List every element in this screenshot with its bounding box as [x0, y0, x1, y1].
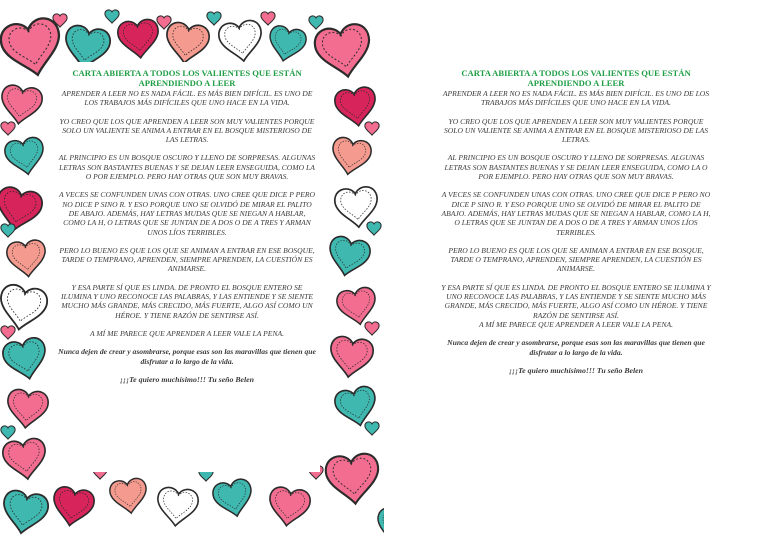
- right-page: [384, 0, 768, 543]
- letter-paragraph-6: Y ESA PARTE SÍ QUE ES LINDA. DE PRONTO EL BOSQUE ENTERO SE ILUMINA Y UNO RECONOCE LAS PALABRAS, Y LAS ENTIENDE Y SE SIENTE MUCHO MÁS GRANDE, MÁS CRECIDO, MÁS FUERTE, ALGO ASÍ COMO UN HÉROE. Y TIENE RAZÓN DE SENTIRSE ASÍ.: [441, 282, 711, 320]
- small-heart-icon: [1, 122, 15, 135]
- heart-icon: [324, 452, 381, 506]
- letter-signature: ¡¡¡Te quiero muchísimo!!! Tu seño Belen: [509, 365, 643, 375]
- heart-icon: [335, 286, 379, 328]
- heart-icon: [0, 283, 49, 334]
- heart-icon: [312, 22, 374, 81]
- small-heart-icon: [365, 122, 379, 135]
- letter-right: [440, 69, 712, 375]
- small-heart-icon: [365, 422, 379, 435]
- heart-icon: [265, 24, 308, 65]
- heart-icon: [0, 489, 50, 537]
- letter-paragraph-2: YO CREO QUE LOS QUE APRENDEN A LEER SON MUY VALIENTES PORQUE SOLO UN VALIENTE SE ANIMA A ENTRAR EN EL BOSQUE MISTERIOSO DE LAS LETRAS.: [59, 116, 315, 145]
- heart-icon: [6, 239, 48, 278]
- letter-paragraph-3: AL PRINCIPIO ES UN BOSQUE OSCURO Y LLENO DE SORPRESAS. ALGUNAS LETRAS SON BASTANTES BUENAS Y SE DEJAN LEER ENSEGUIDA, COMO LA O POR EJEMPLO. PERO HAY OTRAS QUE SON MUY BRAVAS.: [444, 153, 708, 182]
- letter-paragraph-1: APRENDER A LEER NO ES NADA FÁCIL. ES MÁS BIEN DIFÍCIL. ES UNO DE LOS TRABAJOS MÁS DIFÍCILES QUE UNO HACE EN LA VIDA.: [61, 89, 313, 108]
- letter-paragraph-4: A VECES SE CONFUNDEN UNAS CON OTRAS. UNO CREE QUE DICE P PERO NO DICE P SINO R. Y ESO PORQUE UNO SE OLVIDÓ DE MIRAR EL PALITO DE ABAJO. ADEMÁS, HAY LETRAS MUDAS QUE SE NIEGAN A HABLAR, COMO LA H, O LETRAS QUE SE JUNTAN DE A DOS O DE A TRES Y ARMAN UNOS LÍOS TERRIBLES.: [59, 190, 315, 237]
- heart-icon: [329, 136, 373, 178]
- heart-icon: [325, 235, 372, 280]
- letter-paragraph-5: PERO LO BUENO ES QUE LOS QUE SE ANIMAN A ENTRAR EN ESE BOSQUE, TARDE O TEMPRANO, APRENDEN, SIEMPRE APRENDEN, LA CUESTIÓN ES ANIMARSE.: [59, 245, 315, 274]
- letter-title: CARTA ABIERTA A TODOS LOS VALIENTES QUE ESTÁN APRENDIENDO A LEER: [72, 68, 302, 88]
- heart-icon: [266, 486, 311, 529]
- letter-paragraph-7: A MÍ ME PARECE QUE APRENDER A LEER VALE LA PENA.: [89, 328, 285, 338]
- small-heart-icon: [1, 326, 15, 339]
- heart-icon: [1, 336, 51, 383]
- letter-paragraph-3: AL PRINCIPIO ES UN BOSQUE OSCURO Y LLENO DE SORPRESAS. ALGUNAS LETRAS SON BASTANTES BUENAS Y SE DEJAN LEER ENSEGUIDA, COMO LA O POR EJEMPLO. PERO HAY OTRAS QUE SON MUY BRAVAS.: [58, 153, 316, 182]
- small-heart-icon: [1, 224, 15, 237]
- heart-icon: [3, 136, 47, 178]
- small-heart-icon: [365, 322, 379, 335]
- heart-icon: [109, 477, 150, 516]
- heart-icon: [117, 18, 161, 60]
- heart-icon: [327, 335, 374, 380]
- heart-icon: [163, 21, 210, 66]
- letter-closing: Nunca dejen de crear y asombrarse, porque esas son las maravillas que tienen que disfrutar a lo largo de la vida.: [58, 347, 316, 366]
- heart-icon: [155, 486, 199, 528]
- letter-left: [58, 69, 316, 384]
- heart-icon: [1, 437, 48, 482]
- small-heart-icon: [105, 10, 119, 23]
- heart-icon: [217, 19, 264, 64]
- letter-title: CARTA ABIERTA A TODOS LOS VALIENTES QUE ESTÁN APRENDIENDO A LEER: [461, 68, 691, 88]
- letter-paragraph-5: PERO LO BUENO ES QUE LOS QUE SE ANIMAN A ENTRAR EN ESE BOSQUE, TARDE O TEMPRANO, APRENDEN, SIEMPRE APRENDEN, LA CUESTIÓN ES ANIMARSE.: [448, 245, 704, 274]
- heart-icon: [5, 388, 49, 430]
- letter-paragraph-1: APRENDER A LEER NO ES NADA FÁCIL. ES MÁS BIEN DIFÍCIL. ES UNO DE LOS TRABAJOS MÁS DIFÍCILES QUE UNO HACE EN LA VIDA.: [442, 89, 710, 108]
- letter-paragraph-4: A VECES SE CONFUNDEN UNAS CON OTRAS. UNO CREE QUE DICE P PERO NO DICE P SINO R. Y ESO PORQUE UNO SE OLVIDÓ DE MIRAR EL PALITO DE ABAJO. ADEMÁS, HAY LETRAS MUDAS QUE SE NIEGAN A HABLAR, COMO LA H, O LETRAS QUE SE JUNTAN DE A DOS O DE A TRES Y ARMAN UNOS LÍOS TERRIBLES.: [441, 190, 711, 237]
- letter-closing: Nunca dejen de crear y asombrarse, porque esas son las maravillas que tienen que disfrutar a lo largo de la vida.: [447, 338, 705, 357]
- heart-icon: [374, 507, 384, 543]
- small-heart-icon: [1, 426, 15, 439]
- small-heart-icon: [207, 12, 221, 25]
- heart-icon: [211, 477, 256, 520]
- small-heart-icon: [309, 16, 323, 29]
- heart-icon: [333, 86, 378, 129]
- letter-signature: ¡¡¡Te quiero muchísimo!!! Tu seño Belen: [120, 374, 254, 384]
- letter-paragraph-7: A MÍ ME PARECE QUE APRENDER A LEER VALE LA PENA.: [478, 319, 674, 329]
- heart-icon: [0, 16, 66, 81]
- small-heart-icon: [261, 12, 275, 25]
- heart-icon: [50, 485, 96, 529]
- small-heart-icon: [367, 222, 381, 235]
- letter-paragraph-2: YO CREO QUE LOS QUE APRENDEN A LEER SON MUY VALIENTES PORQUE SOLO UN VALIENTE SE ANIMA A ENTRAR EN EL BOSQUE MISTERIOSO DE LAS LETRAS.: [443, 116, 709, 145]
- heart-icon: [0, 84, 44, 127]
- letter-paragraph-6: Y ESA PARTE SÍ QUE ES LINDA. DE PRONTO EL BOSQUE ENTERO SE ILUMINA Y UNO RECONOCE LAS PALABRAS, Y LAS ENTIENDE Y SE SIENTE MUCHO MÁS GRANDE, MÁS CRECIDO, MÁS FUERTE, ALGO ASÍ COMO UN HÉROE. Y TIENE RAZÓN DE SENTIRSE ASÍ.: [60, 282, 314, 320]
